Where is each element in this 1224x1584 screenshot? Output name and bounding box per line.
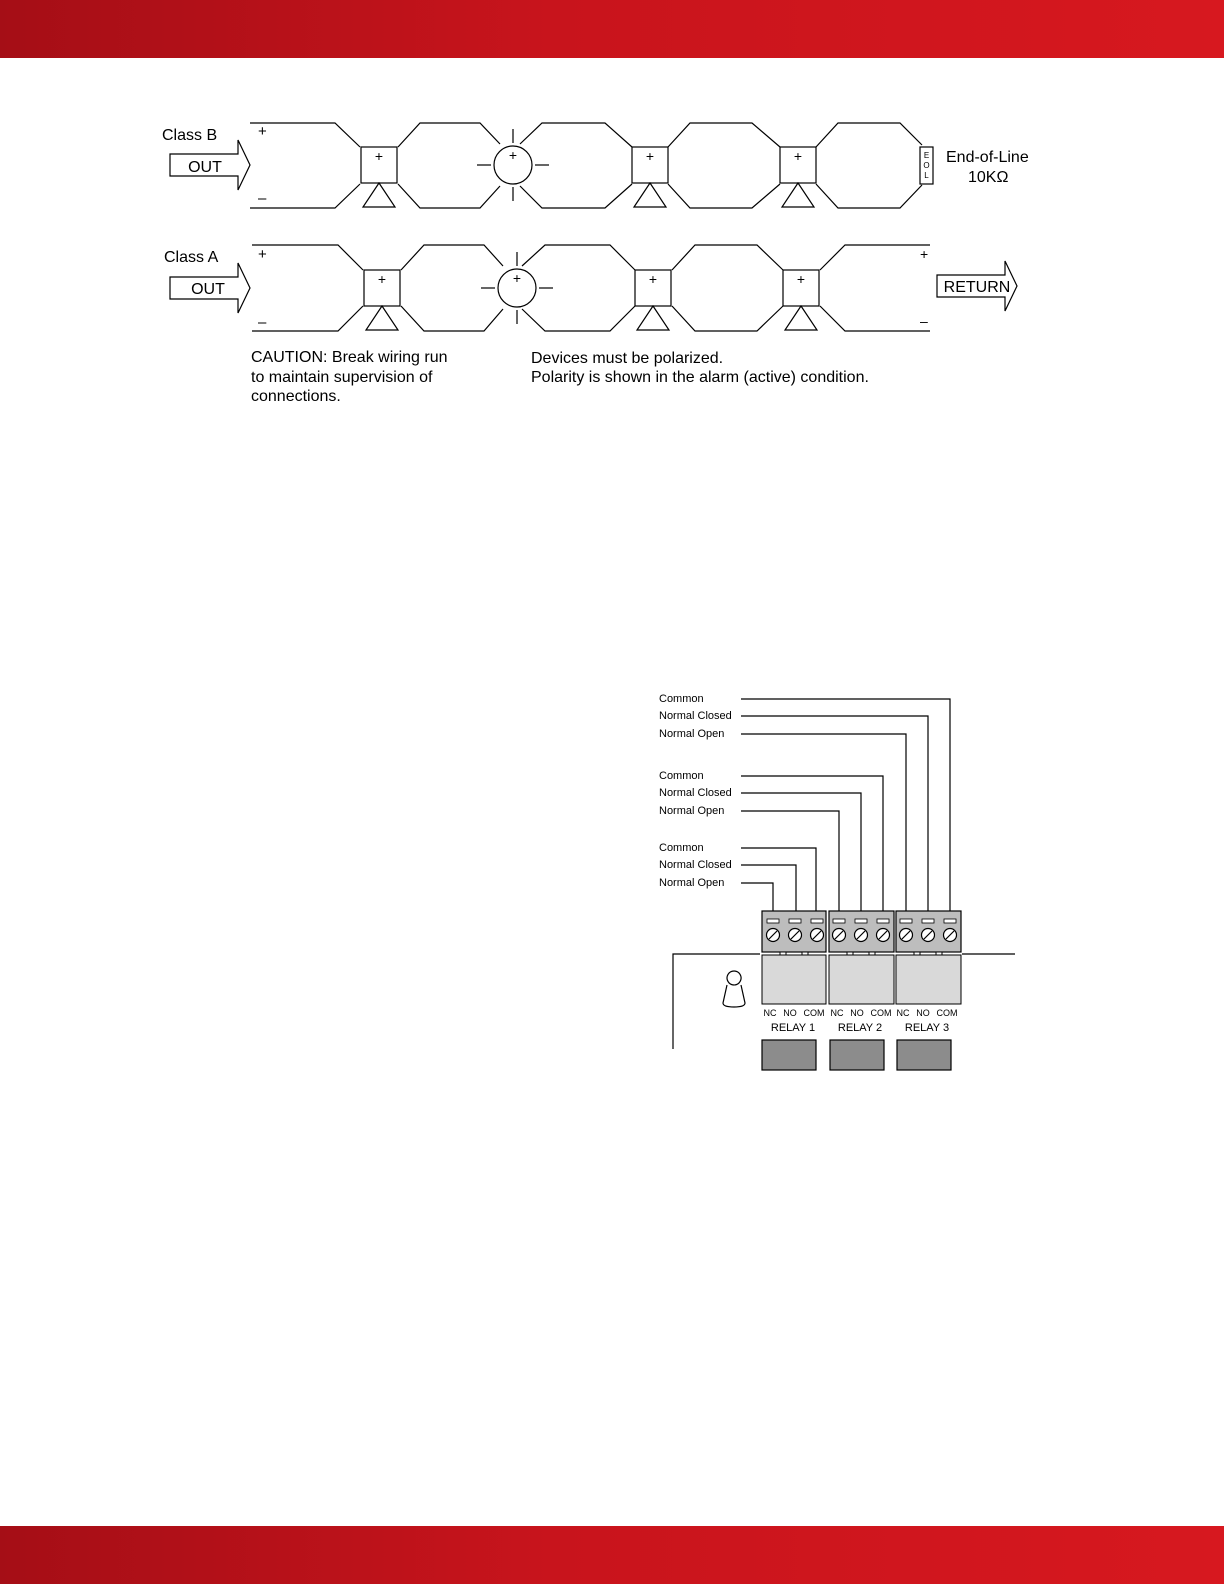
relay-wire-label: Normal Open (659, 728, 725, 740)
eol-value: 10KΩ (968, 169, 1009, 186)
nc-label: NC (830, 1008, 844, 1018)
caution-line: to maintain supervision of (251, 369, 433, 386)
class-b-circuit (162, 123, 1029, 208)
relay-wire-label: Normal Closed (659, 710, 732, 722)
com-label: COM (936, 1008, 958, 1018)
no-label: NO (916, 1008, 930, 1018)
horn-device (632, 147, 668, 207)
class-b-label: Class B (162, 127, 218, 144)
class-a-return-minus: – (920, 313, 928, 329)
polarity-line: Devices must be polarized. (531, 350, 724, 367)
relay-wire-label: Common (659, 770, 704, 782)
strobe-device (481, 252, 553, 324)
class-b-plus: + (258, 123, 267, 140)
strobe-device (477, 129, 549, 201)
relay-wire-label: Normal Closed (659, 787, 732, 799)
relay-name: RELAY 1 (770, 1022, 816, 1034)
eol-label: End-of-Line (946, 149, 1029, 166)
horn-device (361, 147, 397, 207)
no-label: NO (783, 1008, 797, 1018)
class-a-plus: + (258, 246, 267, 263)
horn-device (364, 270, 400, 330)
nc-label: NC (896, 1008, 910, 1018)
class-a-return-plus: + (920, 246, 929, 262)
class-a-label: Class A (164, 249, 219, 266)
relay-wire-label: Normal Open (659, 877, 725, 889)
caution-line: CAUTION: Break wiring run (251, 349, 448, 366)
relay-3-terminal (896, 911, 961, 1070)
relay-wire-label: Common (659, 693, 704, 705)
eol-letter: L (924, 171, 929, 180)
eol-letter: E (923, 151, 930, 160)
relay-diagram (659, 693, 1015, 1070)
horn-device (783, 270, 819, 330)
class-a-return-label: RETURN (943, 279, 1011, 296)
polarity-note (531, 350, 869, 386)
class-a-minus: – (258, 314, 267, 331)
com-label: COM (870, 1008, 892, 1018)
class-a-circuit (164, 245, 1017, 331)
horn-device (780, 147, 816, 207)
eol-letter: O (923, 161, 930, 170)
relay-name: RELAY 2 (837, 1022, 883, 1034)
relay-1-terminal (762, 911, 826, 1070)
class-b-out-label: OUT (188, 159, 222, 176)
class-a-out-label: OUT (191, 281, 225, 298)
class-b-minus: – (258, 190, 267, 207)
caution-line: connections. (251, 388, 341, 405)
horn-device (635, 270, 671, 330)
relay-name: RELAY 3 (904, 1022, 950, 1034)
relay-wire-label: Normal Open (659, 805, 725, 817)
com-label: COM (803, 1008, 825, 1018)
polarity-line: Polarity is shown in the alarm (active) condition. (531, 369, 869, 386)
relay-2-terminal (829, 911, 894, 1070)
caution-note (251, 349, 448, 405)
keyhole-icon (723, 971, 745, 1007)
relay-wire-label: Normal Closed (659, 859, 732, 871)
nc-label: NC (763, 1008, 777, 1018)
no-label: NO (850, 1008, 864, 1018)
relay-wire-label: Common (659, 842, 704, 854)
